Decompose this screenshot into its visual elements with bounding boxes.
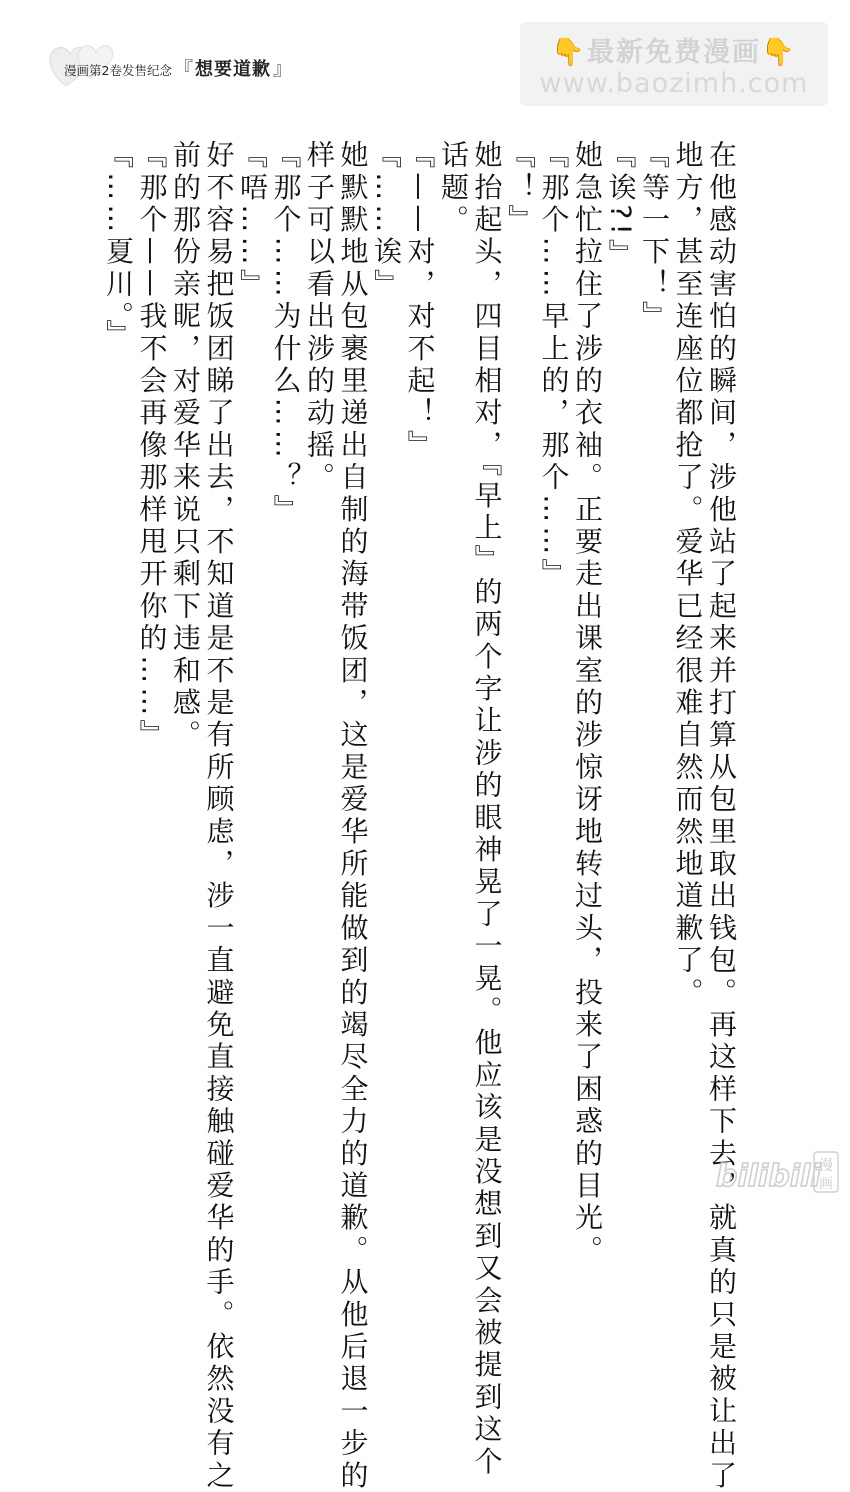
text-column: 话题。 [437, 140, 470, 237]
bilibili-manga-logo [714, 1148, 840, 1196]
text-column: 『——对，对不起！』 [403, 140, 437, 462]
title-open-bracket: 『 [173, 58, 193, 80]
text-column: 好不容易把饭团睇了出去，不知道是不是有所顾虑，涉一直避免直接触碰爱华的手。依然没有之 [202, 140, 236, 1492]
page-header [64, 54, 292, 81]
text-column: 『……诶』 [370, 140, 403, 301]
watermark-url: www.baozimh.com [539, 68, 809, 99]
watermark-title [520, 30, 828, 69]
text-column: 『那个……为什么……？』 [269, 140, 303, 527]
text-column: 『那个……早上的，那个……』 [537, 140, 571, 591]
text-column: 『那个——我不会再像那样甩开你的……』 [135, 140, 169, 752]
text-column: 她急忙拉住了涉的衣袖。正要走出课室的涉惊讶地转过头，投来了困惑的目光。 [571, 140, 604, 1267]
chapter-title: 想要道歉 [194, 59, 271, 80]
text-column: 『等一下！』 [638, 140, 671, 334]
text-column: 『诶?!』 [604, 140, 638, 272]
text-column: 地方，甚至连座位都抢了。爱华已经很难自然而然地道歉了。 [671, 140, 705, 1010]
pointing-hand-icon: 👇 [761, 37, 797, 68]
pointing-hand-icon: 👇 [551, 37, 587, 68]
text-column: 『！』 [504, 140, 537, 237]
svg-text:漫: 漫 [819, 1158, 833, 1174]
text-column: 前的那份亲昵，对爱华来说只剩下违和感。 [169, 140, 202, 752]
text-column: 『唔……』 [236, 140, 269, 301]
svg-text:画: 画 [819, 1176, 833, 1192]
watermark [520, 22, 828, 106]
text-column: 『……夏川。』 [102, 140, 135, 352]
svg-text:bilibili: bilibili [716, 1159, 821, 1194]
novel-text [100, 140, 738, 1492]
text-column: 她抬起头，四目相对，『早上』的两个字让涉的眼神晃了一晃。他应该是没想到又会被提到这个 [470, 140, 504, 1479]
watermark-title-text: 最新免费漫画 [587, 37, 761, 68]
title-close-bracket: 』 [272, 58, 292, 80]
text-column: 在他感动害怕的瞬间，涉他站了起来并打算从包里取出钱包。再这样下去，就真的只是被让出了 [705, 140, 738, 1492]
series-label: 漫画第2卷发售纪念 [64, 63, 172, 78]
text-column: 样子可以看出涉的动摇。 [303, 140, 336, 495]
text-column: 她默默地从包裹里递出自制的海带饭团，这是爱华所能做到的竭尽全力的道歉。从他后退一步的 [336, 140, 370, 1492]
